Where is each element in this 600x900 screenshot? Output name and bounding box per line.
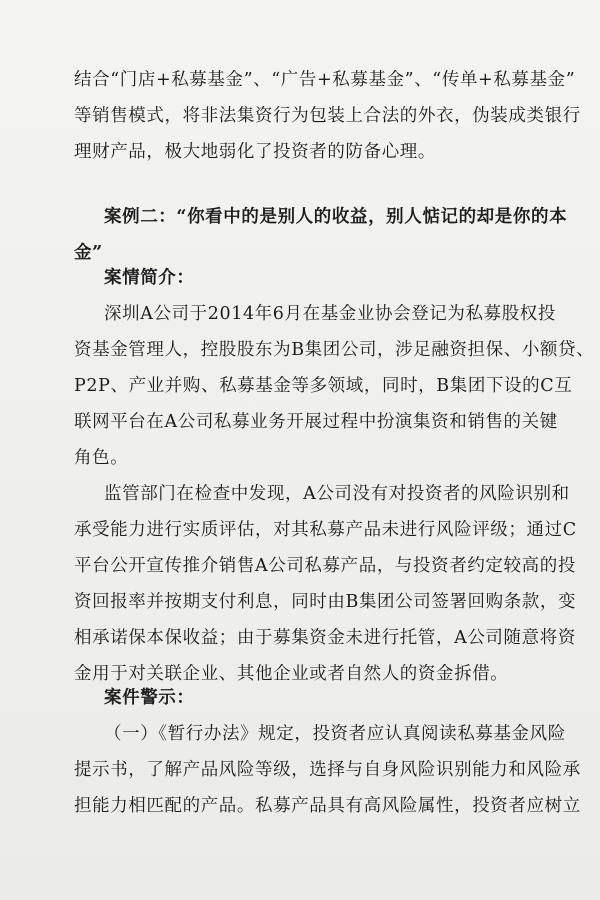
case-title-line-2: 金” <box>74 243 103 263</box>
summary-para1-line-5: 角色。 <box>74 448 129 468</box>
warning-para1-line-2: 提示书，了解产品风险等级，选择与自身风险识别能力和风险承 <box>74 760 581 780</box>
summary-para2-line-6: 金用于对关联企业、其他企业或者自然人的资金拆借。 <box>74 664 509 684</box>
summary-para2-line-1: 监管部门在检查中发现，A公司没有对投资者的风险识别和 <box>104 484 570 504</box>
case-summary-heading: 案情简介： <box>104 268 195 288</box>
intro-line-3: 理财产品，极大地弱化了投资者的防备心理。 <box>74 142 436 162</box>
summary-para2-line-3: 平台公开宣传推介销售A公司私募产品，与投资者约定较高的投 <box>74 556 576 576</box>
summary-para1-line-1: 深圳A公司于2014年6月在基金业协会登记为私募股权投 <box>104 304 557 324</box>
summary-para2-line-4: 资回报率并按期支付利息，同时由B集团公司签署回购条款，变 <box>74 592 577 612</box>
intro-line-2: 等销售模式，将非法集资行为包装上合法的外衣，伪装成类银行 <box>74 106 581 126</box>
summary-para1-line-3: P2P、产业并购、私募基金等多领域，同时，B集团下设的C互 <box>74 376 573 396</box>
warning-heading: 案件警示： <box>104 688 195 708</box>
summary-para1-line-2: 资基金管理人，控股股东为B集团公司，涉足融资担保、小额贷、 <box>74 340 595 360</box>
warning-para1-line-3: 担能力相匹配的产品。私募产品具有高风险属性，投资者应树立 <box>74 796 581 816</box>
summary-para2-line-5: 相承诺保本保收益；由于募集资金未进行托管，A公司随意将资 <box>74 628 576 648</box>
summary-para2-line-2: 承受能力进行实质评估，对其私募产品未进行风险评级；通过C <box>74 520 577 540</box>
intro-line-1: 结合“门店+私募基金”、“广告+私募基金”、“传单+私募基金” <box>74 70 576 90</box>
summary-para1-line-4: 联网平台在A公司私募业务开展过程中扮演集资和销售的关键 <box>74 412 558 432</box>
warning-para1-line-1: （一）《暂行办法》规定，投资者应认真阅读私募基金风险 <box>104 724 566 744</box>
case-title-line-1: 案例二：“你看中的是别人的收益，别人惦记的却是你的本 <box>104 207 568 227</box>
